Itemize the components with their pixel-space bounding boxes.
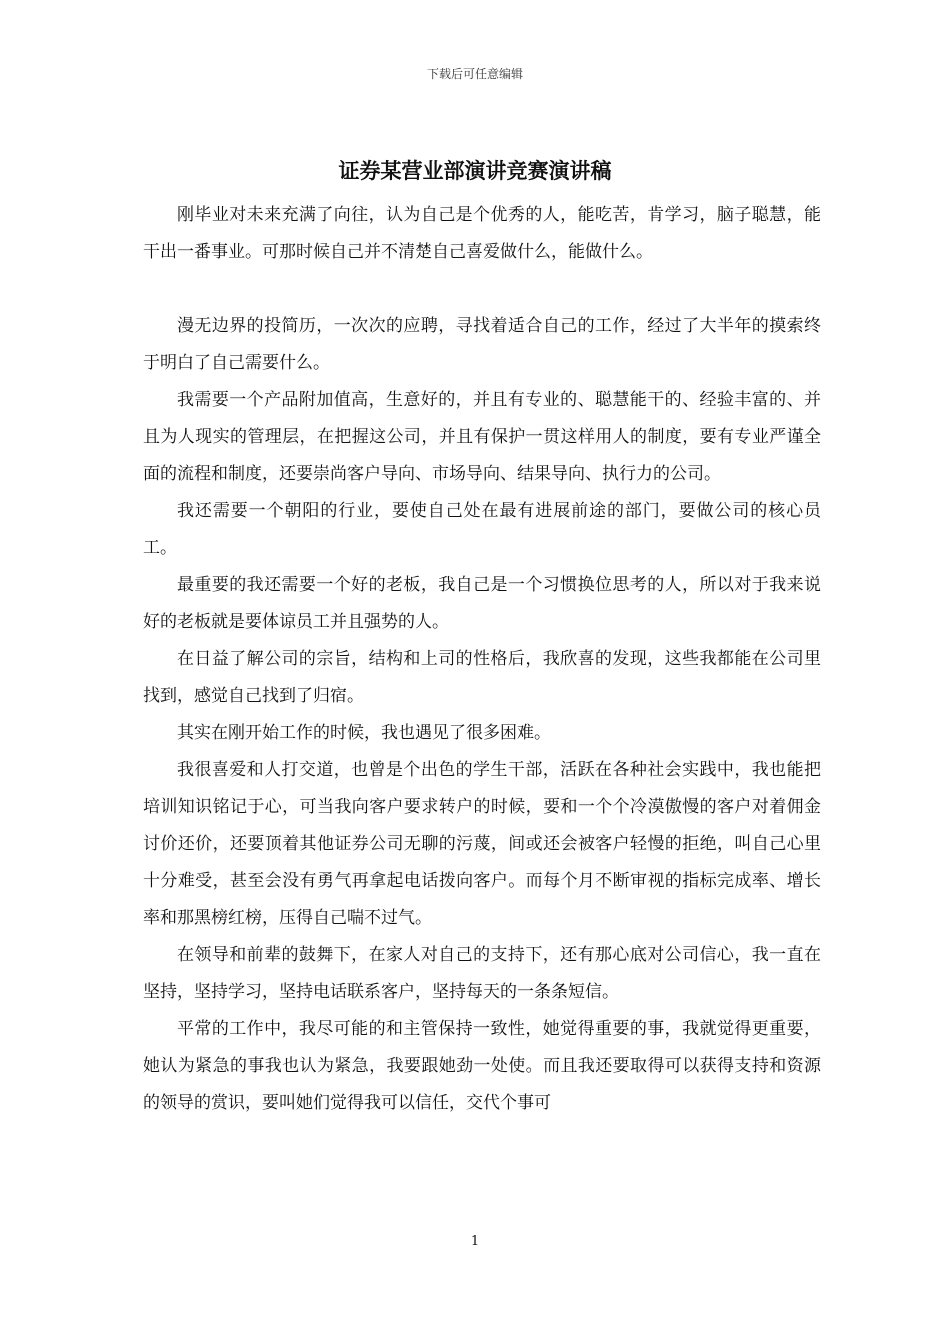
paragraph-2: 漫无边界的投简历，一次次的应聘，寻找着适合自己的工作，经过了大半年的摸索终于明白了自己需要什么。 (143, 316, 821, 373)
page-title: 证券某营业部演讲竞赛演讲稿 (338, 158, 612, 183)
paragraph-3: 我需要一个产品附加值高，生意好的，并且有专业的、聪慧能干的、经验丰富的、并且为人现实的管理层，在把握这公司，并且有保护一贯这样用人的制度，要有专业严谨全面的流程和制度，还要崇尚客户导向、市场导向、结果导向、执行力的公司。 (143, 390, 821, 484)
paragraph-1: 刚毕业对未来充满了向往，认为自己是个优秀的人，能吃苦，肯学习，脑子聪慧，能干出一番事业。可那时候自己并不清楚自己喜爱做什么，能做什么。 (143, 205, 821, 262)
document-body (143, 197, 821, 1122)
paragraph-9: 在领导和前辈的鼓舞下，在家人对自己的支持下，还有那心底对公司信心，我一直在坚持，坚持学习，坚持电话联系客户，坚持每天的一条条短信。 (143, 945, 821, 1002)
page-number: 1 (470, 1234, 480, 1249)
paragraph-10: 平常的工作中，我尽可能的和主管保持一致性，她觉得重要的事，我就觉得更重要，她认为紧急的事我也认为紧急，我要跟她劲一处使。而且我还要取得可以获得支持和资源的领导的赏识，要叫她们觉得我可以信任，交代个事可 (143, 1019, 821, 1113)
paragraph-7: 其实在刚开始工作的时候，我也遇见了很多困难。 (177, 723, 551, 743)
paragraph-4: 我还需要一个朝阳的行业，要使自己处在最有进展前途的部门，要做公司的核心员工。 (143, 501, 821, 558)
paragraph-6: 在日益了解公司的宗旨，结构和上司的性格后，我欣喜的发现，这些我都能在公司里找到，感觉自己找到了归宿。 (143, 649, 821, 706)
paragraph-8: 我很喜爱和人打交道，也曾是个出色的学生干部，活跃在各种社会实践中，我也能把培训知识铭记于心，可当我向客户要求转户的时候，要和一个个冷漠傲慢的客户对着佣金讨价还价，还要顶着其他证券公司无聊的污蔑，间或还会被客户轻慢的拒绝，叫自己心里十分难受，甚至会没有勇气再拿起电话拨向客户。而每个月不断审视的指标完成率、增长率和那黑榜红榜，压得自己喘不过气。 (143, 760, 821, 928)
paragraph-5: 最重要的我还需要一个好的老板，我自己是一个习惯换位思考的人，所以对于我来说好的老板就是要体谅员工并且强势的人。 (143, 575, 821, 632)
page-header-note: 下载后可任意编辑 (426, 67, 523, 81)
